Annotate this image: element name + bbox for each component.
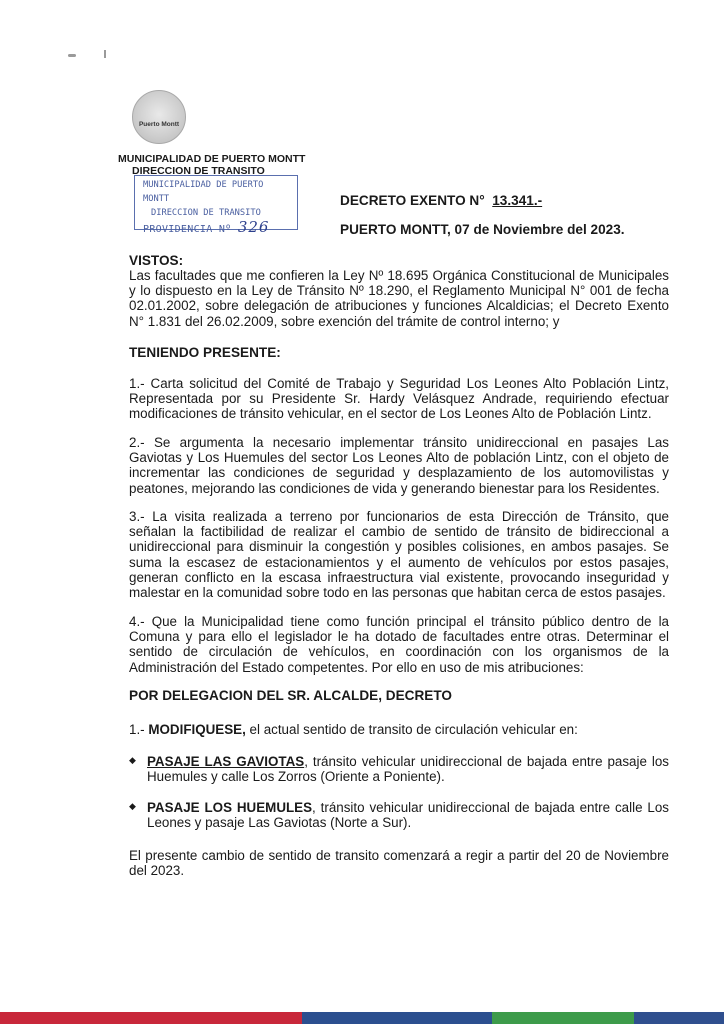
teniendo-item-text: 1.- Carta solicitud del Comité de Trabajo y Seguridad Los Leones Alto Población Lintz, Representada por su Presidente Sr. Hardy Velásquez Andrade, requiriendo efectuar modificaciones de tránsito vehicular, en el sector de Los Leones Alto de Población Lintz. (129, 376, 669, 422)
street-name: PASAJE LOS HUEMULES (147, 800, 313, 815)
resolution-item-1 (129, 722, 669, 737)
item-prefix: 1.- (129, 722, 149, 737)
teniendo-item-4 (129, 614, 669, 675)
teniendo-item-text: 3.- La visita realizada a terreno por funcionarios de esta Dirección de Tránsito, que señalan la factibilidad de realizar el cambio de sentido de tránsito de bidireccional a unidireccional para disminuir la congestión y posibles colisiones, en ambos pasajes. Se suma la escasez de estacionamientos y el aumento de vehículos por estos pasajes, generan conflicto en la escasa infraestructura vial existente, provocando inseguridad y malestar en la comunidad sobre todo en las personas que habitan cerca de estos pasajes. (129, 509, 669, 601)
municipality-name: MUNICIPALIDAD DE PUERTO MONTT (118, 153, 306, 165)
scan-mark (68, 54, 76, 57)
footer-segment-blue (302, 1012, 492, 1024)
diamond-bullet-icon: ◆ (129, 801, 136, 811)
stamp-line2: DIRECCION DE TRANSITO (151, 208, 261, 218)
item-keyword: MODIFIQUESE, (148, 722, 246, 737)
teniendo-item-2 (129, 435, 669, 496)
resolution-heading: POR DELEGACION DEL SR. ALCALDE, DECRETO (129, 688, 453, 703)
resolution-item-text (129, 722, 669, 737)
teniendo-item-1 (129, 376, 669, 422)
decree-number (340, 193, 542, 208)
street-description: , tránsito vehicular unidireccional de bajada entre calle Los Leones y pasaje Las Gaviotas (Norte a Sur). (147, 800, 669, 831)
diamond-bullet-icon: ◆ (129, 755, 136, 765)
bullet-gaviotas (129, 754, 669, 788)
decree-label: DECRETO EXENTO N° (340, 193, 485, 208)
closing-paragraph (129, 848, 669, 878)
department-name: DIRECCION DE TRANSITO (132, 165, 265, 177)
logo-text: Puerto Montt (138, 121, 180, 128)
stamp-line3 (143, 220, 289, 237)
municipality-logo (132, 90, 186, 144)
bullet-huemules (129, 800, 669, 834)
bullet-text (147, 800, 669, 830)
municipality-header (118, 153, 305, 177)
item-rest: el actual sentido de transito de circulación vehicular en: (245, 722, 578, 737)
stamp-line1: MUNICIPALIDAD DE PUERTO MONTT (143, 180, 264, 204)
stamp-providencia-number: 326 (237, 218, 270, 236)
teniendo-item-3 (129, 509, 669, 600)
vistos-section (129, 253, 669, 329)
bullet-text (147, 754, 669, 784)
vistos-text: Las facultades que me confieren la Ley Nº 18.695 Orgánica Constitucional de Municipales y lo dispuesto en la Ley de Tránsito Nº 18.290, el Reglamento Municipal N° 001 de fecha 02.01.2002, sobre delegación de atribuciones y funciones Alcaldicias; el Decreto Exento N° 1.831 del 26.02.2009, sobre exención del trámite de control interno; y (129, 268, 669, 329)
footer-segment-red (0, 1012, 302, 1024)
providencia-stamp (134, 175, 298, 236)
vistos-heading: VISTOS: (129, 253, 184, 268)
decree-number-value: 13.341.- (492, 193, 543, 208)
closing-text: El presente cambio de sentido de transito comenzará a regir a partir del 20 de Noviembre del 2023. (129, 848, 669, 879)
stamp-providencia-label: PROVIDENCIA Nº (143, 224, 232, 235)
teniendo-heading: TENIENDO PRESENTE: (129, 345, 281, 360)
footer-color-bar (0, 1012, 724, 1024)
teniendo-item-text: 4.- Que la Municipalidad tiene como función principal el tránsito público dentro de la Comuna y para ello el legislador le ha dotado de facultades entre otras. Determinar el sentido de circulación de vehículos, en coordinación con los organismos de la Administración del Estado competentes. Por ello en uso de mis atribuciones: (129, 614, 669, 675)
footer-segment-green (492, 1012, 634, 1024)
street-name: PASAJE LAS GAVIOTAS (147, 754, 305, 769)
street-description: , tránsito vehicular unidireccional de bajada entre pasaje los Huemules y calle Los Zorros (Oriente a Poniente). (147, 754, 669, 785)
footer-segment-navy (634, 1012, 724, 1024)
teniendo-item-text: 2.- Se argumenta la necesario implementar tránsito unidireccional en pasajes Las Gaviotas y Los Huemules del sector Los Leones Alto de población Lintz, con el objeto de incrementar las condiciones de seguridad y desplazamiento de los automovilistas y peatones, mejorando las condiciones de vida y generando bienestar para los Residentes. (129, 435, 669, 496)
scan-mark (104, 50, 106, 58)
decree-place-date: PUERTO MONTT, 07 de Noviembre del 2023. (340, 222, 625, 237)
